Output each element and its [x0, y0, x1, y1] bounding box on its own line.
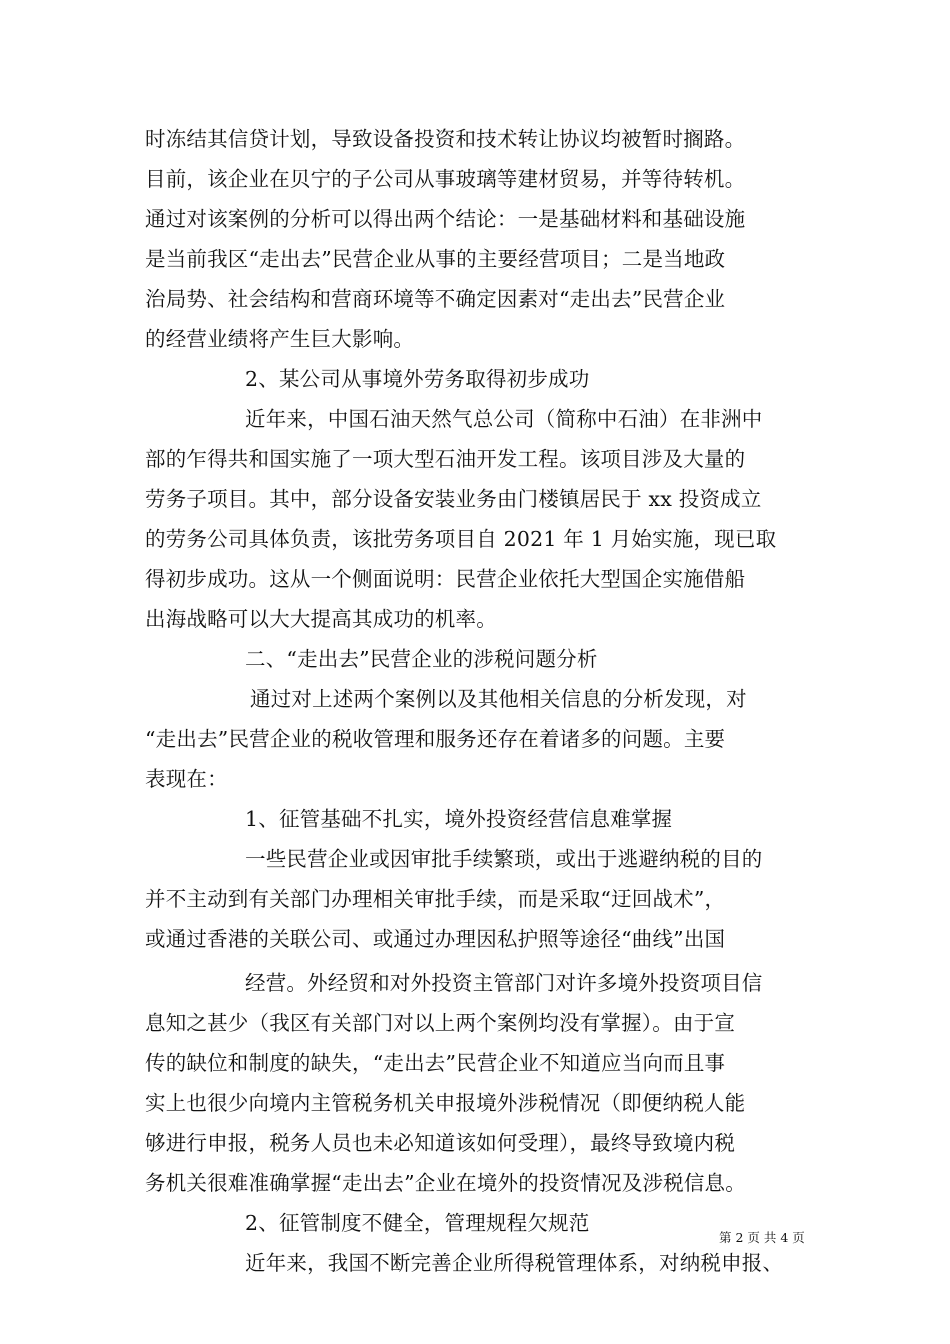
text-line: 或通过香港的关联公司、或通过办理因私护照等途径“曲线”出国 — [145, 927, 726, 951]
page-number: 第 2 页 共 4 页 — [719, 1230, 805, 1245]
text-line: 表现在： — [145, 767, 228, 791]
text-line: 实上也很少向境内主管税务机关申报境外涉税情况（即便纳税人能 — [145, 1091, 746, 1115]
text-line: 治局势、社会结构和营商环境等不确定因素对“走出去”民营企业 — [145, 287, 726, 311]
text-line: 息知之甚少（我区有关部门对以上两个案例均没有掌握）。由于宣 — [145, 1011, 736, 1035]
text-line: 并不主动到有关部门办理相关审批手续，而是采取“迂回战术”， — [145, 887, 726, 911]
text-line: 的劳务公司具体负责，该批劳务项目自 2021 年 1 月始实施，现已取 — [145, 527, 777, 551]
text-line: 传的缺位和制度的缺失，“走出去”民营企业不知道应当向而且事 — [145, 1051, 726, 1075]
section-heading: 2、征管制度不健全，管理规程欠规范 — [245, 1211, 590, 1235]
text-line: 时冻结其信贷计划，导致设备投资和技术转让协议均被暂时搁路。 — [145, 127, 746, 151]
text-line: 的经营业绩将产生巨大影响。 — [145, 327, 415, 351]
text-line: “走出去”民营企业的税收管理和服务还存在着诸多的问题。主要 — [145, 727, 726, 751]
text-line: 通过对上述两个案例以及其他相关信息的分析发现，对 — [250, 687, 747, 711]
text-line: 近年来，中国石油天然气总公司（简称中石油）在非洲中 — [245, 407, 763, 431]
text-line: 一些民营企业或因审批手续繁琐，或出于逃避纳税的目的 — [245, 847, 763, 871]
section-heading: 2、某公司从事境外劳务取得初步成功 — [245, 367, 590, 391]
text-line: 经营。外经贸和对外投资主管部门对许多境外投资项目信 — [245, 971, 763, 995]
text-line: 劳务子项目。其中，部分设备安装业务由门楼镇居民于 xx 投资成立 — [145, 487, 762, 511]
section-heading: 1、征管基础不扎实，境外投资经营信息难掌握 — [245, 807, 673, 831]
text-line: 出海战略可以大大提高其成功的机率。 — [145, 607, 497, 631]
text-line: 务机关很难准确掌握“走出去”企业在境外的投资情况及涉税信息。 — [145, 1171, 746, 1195]
text-line: 通过对该案例的分析可以得出两个结论：一是基础材料和基础设施 — [145, 207, 746, 231]
section-heading: 二、“走出去”民营企业的涉税问题分析 — [245, 647, 598, 671]
text-line: 得初步成功。这从一个侧面说明：民营企业依托大型国企实施借船 — [145, 567, 746, 591]
text-line: 部的乍得共和国实施了一项大型石油开发工程。该项目涉及大量的 — [145, 447, 746, 471]
text-line: 目前，该企业在贝宁的子公司从事玻璃等建材贸易，并等待转机。 — [145, 167, 746, 191]
text-line: 近年来，我国不断完善企业所得税管理体系，对纳税申报、 — [245, 1251, 784, 1275]
text-line: 够进行申报，税务人员也未必知道该如何受理），最终导致境内税 — [145, 1131, 736, 1155]
text-line: 是当前我区“走出去”民营企业从事的主要经营项目；二是当地政 — [145, 247, 726, 271]
